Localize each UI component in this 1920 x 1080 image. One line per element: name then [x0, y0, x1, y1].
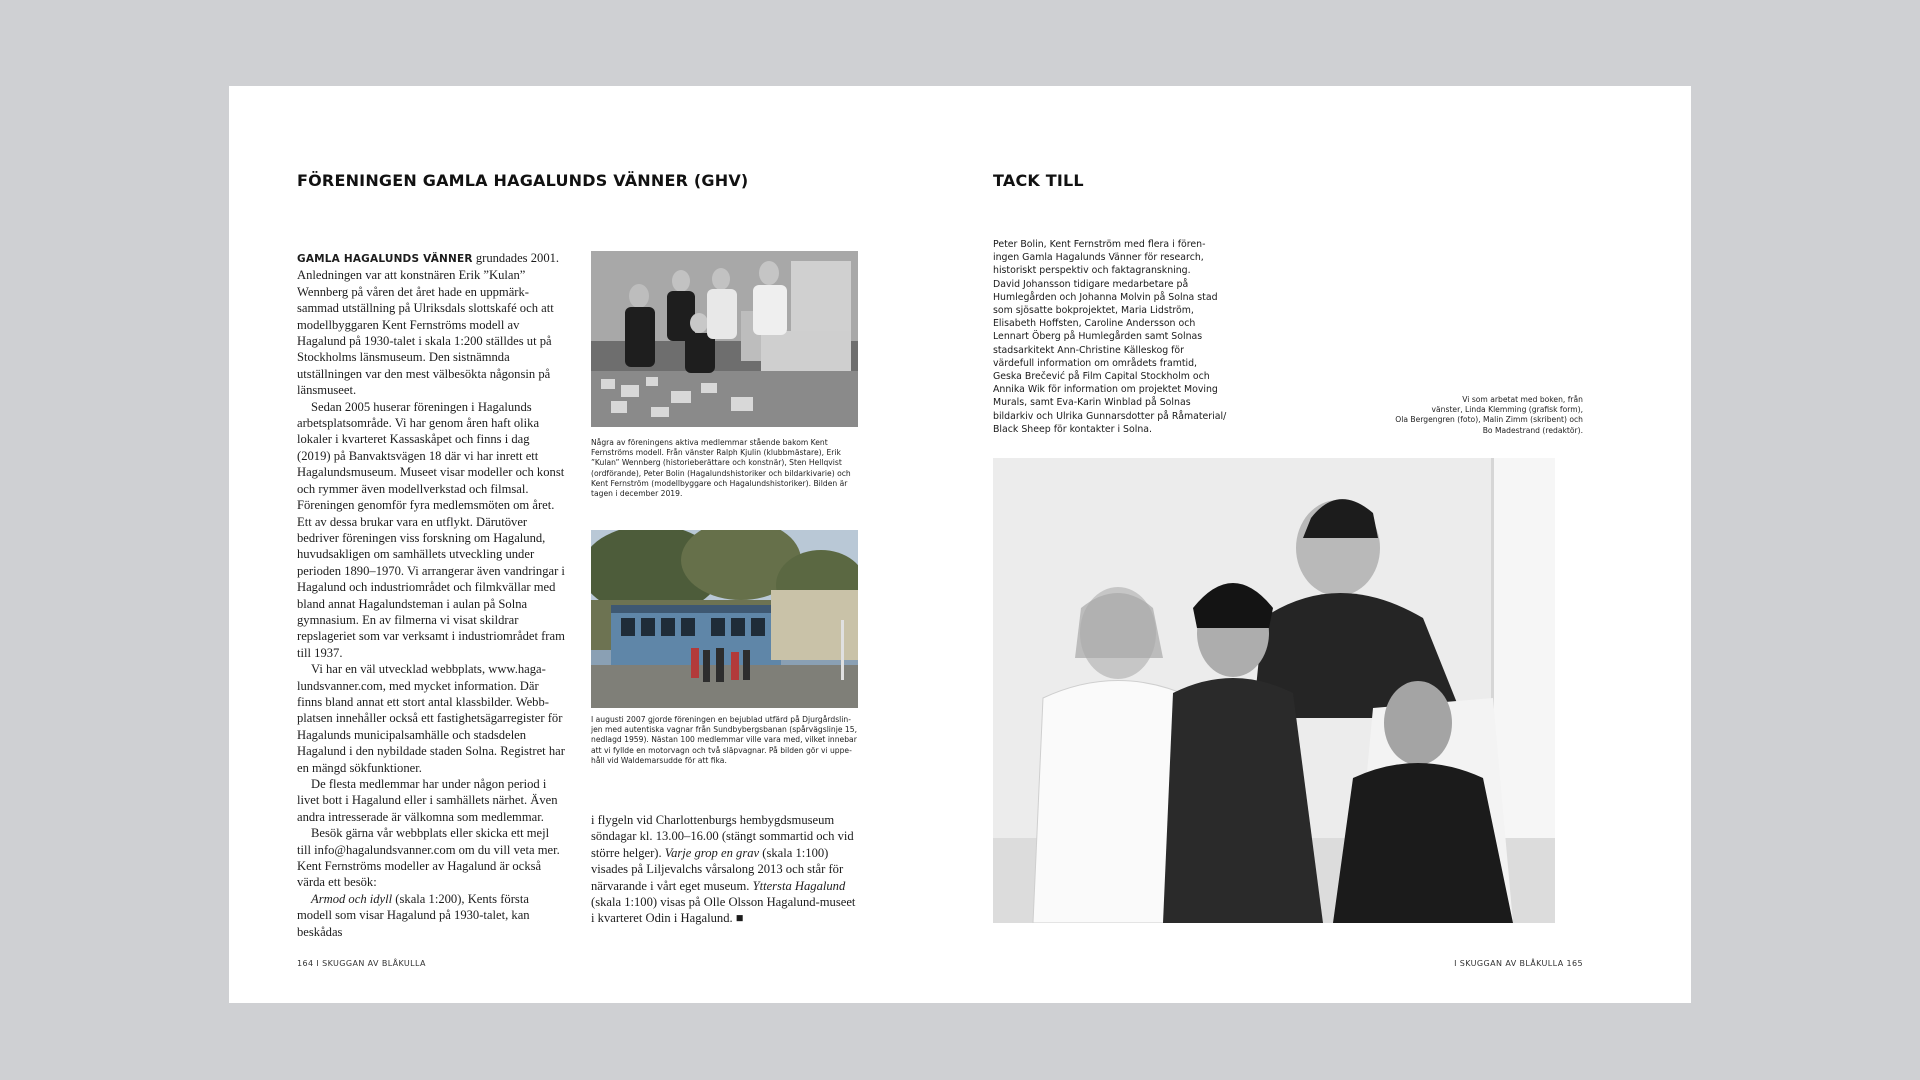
paragraph-6-text: (skala 1:200), Kents första modell som visar Hagalund på 1930-talet, kan beskådas	[297, 891, 530, 939]
italic-title-3: Yttersta Hagalund	[752, 878, 846, 893]
thanks-line: bildarkiv och Ulrika Gunnarsdotter på Råmaterial/	[993, 410, 1227, 422]
paragraph-6	[297, 891, 565, 940]
tram-photo	[591, 530, 858, 708]
book-spread	[229, 86, 1691, 1003]
paragraph-1	[297, 250, 565, 399]
thanks-line: Black Sheep för kontakter i Solna.	[993, 423, 1153, 435]
left-page	[229, 86, 960, 1003]
team-photo-caption	[1305, 395, 1583, 436]
thanks-line: David Johansson tidigare medarbetare på	[993, 278, 1189, 290]
thanks-line: stadsarkitekt Ann-Christine Källeskog för	[993, 344, 1185, 356]
thanks-line: Murals, samt Eva-Karin Winblad på Solnas	[993, 397, 1191, 409]
article-column-1	[297, 250, 565, 940]
paragraph-3: Vi har en väl utvecklad webbplats, www.hagalundsvanner.com, med mycket information. Där finns bland annat ett stort antal klassbilder. Webbplatsen innehåller också ett fastighetsägarregister för Hagalunds municipalsamhälle och stadsdelen Hagalund i den nybildade staden Solna. Registret har en mängd sökfunktioner.	[297, 662, 565, 775]
paragraph-1-text: grundades 2001. Anledningen var att konstnären Erik ”Kulan” Wennberg på våren det året hade en uppmärksammad utställning på Ulriksdals slottskafé och att modellbyggaren Kent Fernströms modell av Hagalund på 1930-talet i skala 1:200 ställdes ut på Stockholms länsmuseum. Den sistnämnda utställningen var den mest välbesökta någonsin på länsmuseet.	[297, 251, 560, 398]
acknowledgements-text	[993, 238, 1243, 436]
continuation-paragraph	[591, 812, 861, 927]
thanks-line: Elisabeth Hoffsten, Caroline Andersson och	[993, 318, 1196, 330]
left-page-heading: FÖRENINGEN GAMLA HAGALUNDS VÄNNER (GHV)	[297, 171, 749, 190]
paragraph-2: Sedan 2005 huserar föreningen i Hagalunds arbetsplatsområde. Vi har genom åren haft olika lokaler i kvarteret Kassaskåpet och finns i dag (2019) på Banvaktsvägen 18 där vi har inrett ett Hagalundsmuseum. Museet visar modeller och konst och rymmer även modellverkstad och filmsal. Föreningen genomför fyra medlemsmöten om året. Ett av dessa brukar vara en utflykt. Därutöver bedriver föreningen viss forskning om Hagalund, huvudsakligen om samhällets utveckling under perioden 1890–1970. Vi arrangerar även vandringar i Hagalund och industriområdet och filmkvällar med bland annat Hagalundsteman i aulan på Solna gymnasium. En av filmerna vi visat skildrar repslageriet som var verksamt i industriområdet fram till 1937.	[297, 399, 565, 660]
continuation-text-c: (skala 1:100) visas på Olle Olsson Hagalund-museet i kvarteret Odin i Hagalund. ■	[591, 895, 856, 926]
thanks-line: Geska Brečević på Film Capital Stockholm och	[993, 371, 1210, 383]
caption-line: vänster, Linda Klemming (grafisk form),	[1431, 405, 1583, 415]
continuation-text-b: (skala 1:100) visades på Liljevalchs vårsalong 2013 och står för närvarande i vårt eget museum.	[591, 845, 844, 893]
italic-title-2: Varje grop en grav	[664, 845, 760, 860]
left-folio: 164 I SKUGGAN AV BLÅKULLA	[297, 959, 426, 968]
thanks-line: värdefull information om områdets framtid,	[993, 357, 1198, 369]
right-page-heading: TACK TILL	[993, 171, 1084, 190]
tram-photo-caption: I augusti 2007 gjorde föreningen en bejublad utfärd på Djurgårdslinjen med autentiska vagnar från Sundbybergsbanan (spårvägslinje 15, nedlagd 1959). Nästan 100 medlemmar ville vara med, vilket innebar att vi fyllde en motorvagn och två släpvagnar. På bilden gör vi uppehåll vid Waldemarsudde för att fika.	[591, 715, 858, 765]
continuation-text-a: i flygeln vid Charlottenburgs hembygdsmuseum söndagar kl. 13.00–16.00 (stängt sommartid och vid större helger).	[591, 813, 854, 860]
members-photo	[591, 251, 858, 427]
italic-title: Armod och idyll	[311, 891, 393, 906]
paragraph-4: De flesta medlemmar har under någon period i livet bott i Hagalund eller i samhällets närhet. Även andra intresserade är välkomna som medlemmar.	[297, 777, 558, 824]
lead-caps: GAMLA HAGALUNDS VÄNNER	[297, 253, 473, 265]
thanks-line: Peter Bolin, Kent Fernström med flera i fören-	[993, 239, 1206, 250]
thanks-line: ingen Gamla Hagalunds Vänner för research,	[993, 252, 1204, 264]
article-column-2-continuation	[591, 812, 861, 927]
right-folio: I SKUGGAN AV BLÅKULLA 165	[1454, 959, 1583, 968]
caption-line: Vi som arbetat med boken, från	[1462, 395, 1583, 404]
caption-line: Ola Bergengren (foto), Malin Zimm (skribent) och	[1395, 415, 1583, 425]
thanks-line: som sjösatte bokprojektet, Maria Lidström,	[993, 305, 1194, 317]
caption-line: Bo Madestrand (redaktör).	[1482, 425, 1583, 435]
thanks-line: Humlegården och Johanna Molvin på Solna stad	[993, 291, 1218, 303]
team-photo	[993, 458, 1555, 923]
thanks-line: Lennart Öberg på Humlegården samt Solnas	[993, 331, 1203, 343]
thanks-line: Annika Wik för information om projektet Moving	[993, 384, 1218, 396]
paragraph-5: Besök gärna vår webbplats eller skicka ett mejl till info@hagalundsvanner.com om du vill veta mer. Kent Fernströms modeller av Hagalund är också värda ett besök:	[297, 826, 560, 890]
right-page	[960, 86, 1691, 1003]
members-photo-caption: Några av föreningens aktiva medlemmar stående bakom Kent Fernströms modell. Från vänster Ralph Kjulin (klubbmästare), Erik ”Kulan” Wennberg (historieberättare och konstnär), Sten Hellqvist (ordförande), Peter Bolin (Hagalundshistoriker och bildarkivarie) och Kent Fernström (modellbyggare och Hagalundshistoriker). Bilden är tagen i december 2019.	[591, 438, 851, 499]
thanks-line: historiskt perspektiv och faktagranskning.	[993, 265, 1191, 277]
